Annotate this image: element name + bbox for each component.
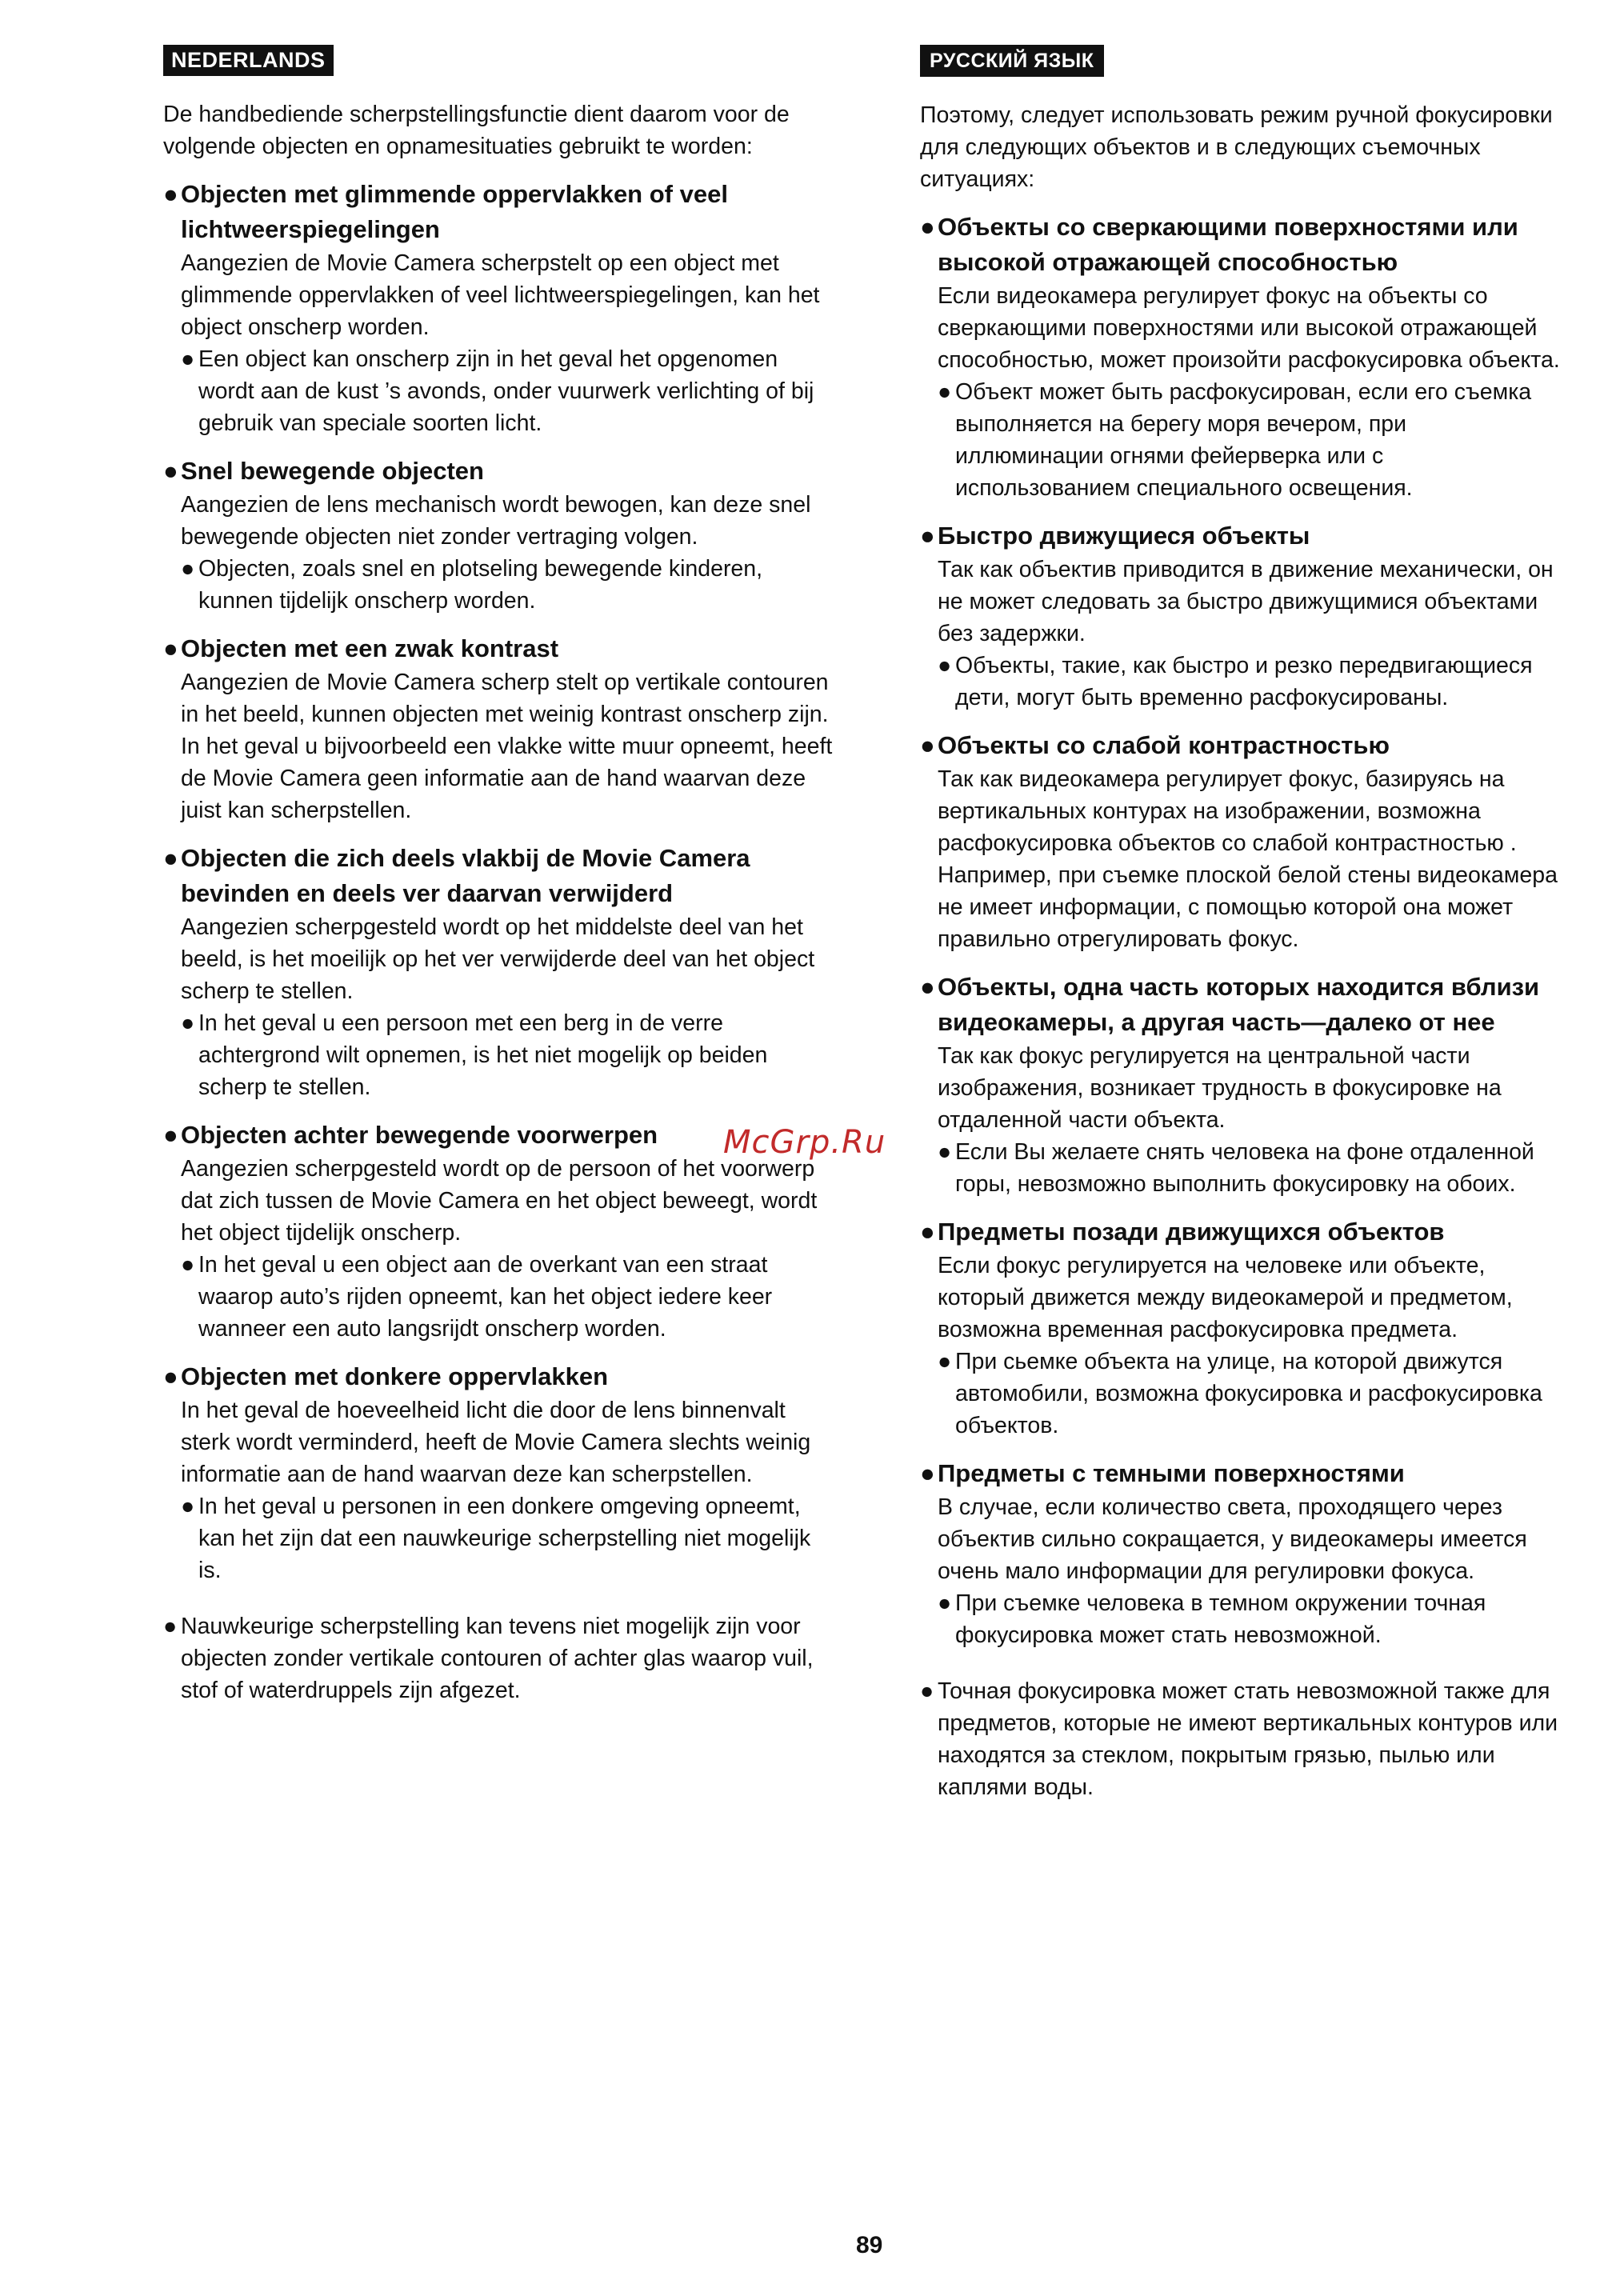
column-russian: [920, 45, 1560, 1803]
section-note: ● Объект может быть расфокусирован, если его съемка выполняется на берегу моря вечером, при иллюминации огнями фейерверка или с использованием специального освещения.: [938, 376, 1560, 504]
page-number: 89: [856, 2232, 883, 2258]
language-tag-russian: РУССКИЙ ЯЗЫК: [920, 45, 1104, 77]
section: [920, 518, 1560, 714]
section-title: ● Snel bewegende objecten: [163, 454, 835, 489]
bullet-icon: ●: [920, 1678, 934, 1704]
section-text: Aangezien de Movie Camera scherp stelt op vertikale contouren in het beeld, kunnen objecten met weinig kontrast onscherp zijn. In het geval u bijvoorbeeld een vlakke witte muur opneemt, heeft de Movie Camera geen informatie aan de hand waarvan deze juist kan scherpstellen.: [181, 670, 833, 824]
intro-text: De handbediende scherpstellingsfunctie dient daarom voor de volgende objecten en opnamesituaties gebruikt te worden:: [163, 102, 790, 160]
bullet-icon: ●: [938, 1139, 952, 1165]
bullet-icon: ●: [181, 1494, 195, 1520]
bullet-icon: ●: [181, 346, 195, 373]
section-title: ● Объекты со сверкающими поверхностями или высокой отражающей способностью: [920, 210, 1560, 280]
section-text: Aangezien de lens mechanisch wordt bewogen, kan deze snel bewegende objecten niet zonder vertraging volgen.: [181, 492, 811, 550]
final-note: ● Точная фокусировка может стать невозможной также для предметов, которые не имеют вертикальных контуров или находятся за стеклом, покрытым грязью, пылью или каплями воды.: [920, 1675, 1560, 1803]
bullet-icon: ●: [938, 653, 952, 678]
section-note: ● При съемке человека в темном окружении точная фокусировка может стать невозможной.: [938, 1587, 1560, 1651]
bullet-icon: ●: [920, 973, 935, 1001]
section-text: Так как фокус регулируется на центральной части изображения, возникает трудность в фокусировке на отдаленной части объекта.: [938, 1043, 1502, 1133]
column-dutch: [163, 45, 835, 1706]
section: [920, 1214, 1560, 1442]
bullet-icon: ●: [163, 1121, 178, 1150]
bullet-icon: ●: [163, 844, 178, 873]
section-text: Так как видеокамера регулирует фокус, базируясь на вертикальных контурах на изображении, возможна расфокусировка объектов со слабой контрастностью . Например, при съемке плоской белой стены видеокамера не имеет информации, с помощью которой она может правильно отрегулировать фокус.: [938, 766, 1558, 952]
section-title: ● Objecten met een zwak kontrast: [163, 631, 835, 666]
section-title: ● Objecten achter bewegende voorwerpen: [163, 1118, 835, 1153]
bullet-icon: ●: [920, 522, 935, 550]
bullet-icon: ●: [163, 1614, 178, 1640]
section-note: ● In het geval u personen in een donkere omgeving opneemt, kan het zijn dat een nauwkeurige scherpstelling niet mogelijk is.: [181, 1490, 835, 1586]
section: [920, 970, 1560, 1200]
section: [163, 631, 835, 826]
section-text: В случае, если количество света, проходящего через объектив сильно сокращается, у видеокамеры имеется очень мало информации для регулировки фокуса.: [938, 1494, 1527, 1584]
section-note: ● Если Вы желаете снять человека на фоне отдаленной горы, невозможно выполнить фокусировку на обоих.: [938, 1136, 1560, 1200]
bullet-icon: ●: [181, 1252, 195, 1278]
section-title: ● Предметы позади движущихся объектов: [920, 1214, 1560, 1250]
bullet-icon: ●: [938, 1349, 952, 1374]
watermark: McGrp.Ru: [723, 1124, 886, 1161]
section: [920, 728, 1560, 955]
section-note: ● Объекты, такие, как быстро и резко передвигающиеся дети, могут быть временно расфокусированы.: [938, 650, 1560, 714]
bullet-icon: ●: [920, 1218, 935, 1246]
section-text: Aangezien de Movie Camera scherpstelt op een object met glimmende oppervlakken of veel lichtweerspiegelingen, kan het object onscherp worden.: [181, 250, 820, 341]
section-note: ● In het geval u een persoon met een berg in de verre achtergrond wilt opnemen, is het niet mogelijk op beiden scherp te stellen.: [181, 1007, 835, 1103]
section: [163, 1359, 835, 1586]
section-title: ● Objecten die zich deels vlakbij de Movie Camera bevinden en deels ver daarvan verwijderd: [163, 841, 835, 911]
language-tag-dutch: NEDERLANDS: [163, 45, 334, 76]
section-note: ● Objecten, zoals snel en plotseling bewegende kinderen, kunnen tijdelijk onscherp worden.: [181, 553, 835, 617]
section-note: ● При сьемке объекта на улице, на которой движутся автомобили, возможна фокусировка и расфокусировка объектов.: [938, 1346, 1560, 1442]
section-text: Aangezien scherpgesteld wordt op de persoon of het voorwerp dat zich tussen de Movie Camera en het object beweegt, wordt het object tijdelijk onscherp.: [181, 1156, 818, 1246]
section-title: ● Объекты, одна часть которых находится вблизи видеокамеры, а другая часть—далеко от нее: [920, 970, 1560, 1040]
bullet-icon: ●: [181, 1010, 195, 1037]
section-text: In het geval de hoeveelheid licht die door de lens binnenvalt sterk wordt verminderd, heeft de Movie Camera slechts weinig informatie aan de hand waarvan deze kan scherpstellen.: [181, 1398, 811, 1488]
section-title: ● Быстро движущиеся объекты: [920, 518, 1560, 554]
section: [163, 841, 835, 1103]
bullet-icon: ●: [938, 379, 952, 405]
bullet-icon: ●: [181, 556, 195, 582]
section: [920, 1456, 1560, 1651]
bullet-icon: ●: [920, 213, 935, 241]
section-title: ● Объекты со слабой контрастностью: [920, 728, 1560, 763]
bullet-icon: ●: [920, 731, 935, 759]
intro-text: Поэтому, следует использовать режим ручной фокусировки для следующих объектов и в следующих съемочных ситуациях:: [920, 102, 1553, 192]
section-title: ● Objecten met donkere oppervlakken: [163, 1359, 835, 1394]
bullet-icon: ●: [163, 457, 178, 486]
bullet-icon: ●: [163, 180, 178, 209]
section: [920, 210, 1560, 504]
section-note: ● Een object kan onscherp zijn in het geval het opgenomen wordt aan de kust ’s avonds, onder vuurwerk verlichting of bij gebruik van speciale soorten licht.: [181, 343, 835, 439]
section: [163, 177, 835, 439]
bullet-icon: ●: [938, 1590, 952, 1616]
section-note: ● In het geval u een object aan de overkant van een straat waarop auto’s rijden opneemt, kan het object iedere keer wanneer een auto langsrijdt onscherp worden.: [181, 1249, 835, 1345]
section-title: ● Предметы с темными поверхностями: [920, 1456, 1560, 1491]
section-text: Так как объектив приводится в движение механически, он не может следовать за быстро движущимися объектами без задержки.: [938, 557, 1554, 646]
section-title: ● Objecten met glimmende oppervlakken of veel lichtweerspiegelingen: [163, 177, 835, 247]
bullet-icon: ●: [920, 1459, 935, 1487]
section-text: Aangezien scherpgesteld wordt op het middelste deel van het beeld, is het moeilijk op het ver verwijderde deel van het object scherp te stellen.: [181, 914, 815, 1005]
section: [163, 454, 835, 617]
section-text: Если видеокамера регулирует фокус на объекты со сверкающими поверхностями или высокой отражающей способностью, может произойти расфокусировка объекта.: [938, 283, 1560, 373]
bullet-icon: ●: [163, 634, 178, 663]
bullet-icon: ●: [163, 1362, 178, 1391]
section-text: Если фокус регулируется на человеке или объекте, который движется между видеокамерой и предметом, возможна временная расфокусировка предмета.: [938, 1253, 1513, 1342]
final-note: ● Nauwkeurige scherpstelling kan tevens niet mogelijk zijn voor objecten zonder vertikale contouren of achter glas waarop vuil, stof of waterdruppels zijn afgezet.: [163, 1610, 835, 1706]
